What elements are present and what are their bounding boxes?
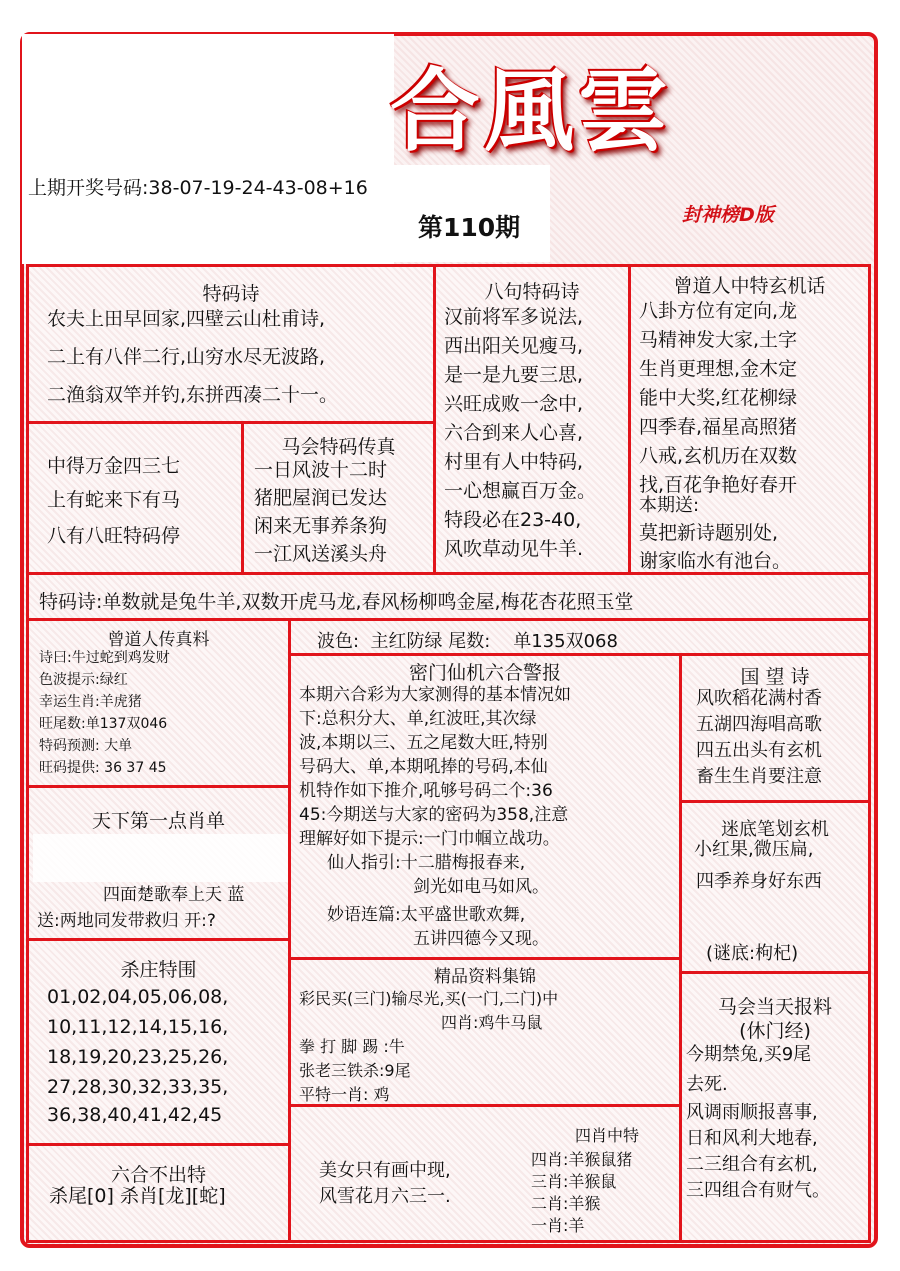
jingpin-title: 精品资料集锦	[434, 967, 536, 987]
mahui-chuanzhen-line: 闲来无事养条狗	[254, 515, 388, 537]
daoren-xuanji-box	[628, 264, 871, 575]
tema-shi-title: 特码诗	[202, 283, 260, 305]
daoren-chuanzhen-line: 诗曰:牛过蛇到鸡发财	[39, 650, 170, 666]
mimen-line: 号码大、单,本期吼捧的号码,本仙	[299, 757, 548, 777]
jingpin-line: 张老三铁杀:9尾	[299, 1061, 411, 1080]
midi-box	[679, 800, 871, 974]
jingpin-line: 彩民买(三门)输尽光,买(一门,二门)中	[299, 989, 559, 1008]
mimen-line: 波,本期以三、五之尾数大旺,特别	[299, 733, 548, 753]
bajuo-line: 特段必在23-40,	[444, 509, 582, 531]
mimen-line: 本期六合彩为大家测得的基本情况如	[299, 685, 571, 705]
mimen-line: 妙语连篇:太平盛世歌欢舞,	[327, 905, 526, 925]
last-draw	[28, 173, 368, 200]
shazhuang-line: 27,28,30,32,33,35,	[47, 1076, 229, 1098]
meinv-line: 风雪花月六三一.	[319, 1186, 451, 1207]
guowang-box	[679, 653, 871, 803]
mahui-chuanzhen-box	[241, 421, 436, 575]
guowang-line: 畜生生肖要注意	[696, 766, 822, 787]
meinv-box	[288, 1104, 682, 1243]
bajuo-line: 西出阳关见瘦马,	[444, 335, 584, 357]
bajuo-line: 一心想赢百万金。	[444, 480, 597, 502]
mahui-baoliao-subtitle: (休门经)	[739, 1020, 811, 1042]
mimen-line: 五讲四德今又现。	[413, 929, 549, 949]
bose-row	[317, 627, 618, 653]
bajuo-line: 是一是九要三思,	[444, 364, 584, 386]
zhongde-line: 中得万金四三七	[47, 455, 181, 477]
liuhe-buchu-line: 杀尾[0] 杀肖[龙][蛇]	[49, 1185, 226, 1207]
bajuo-line: 六合到来人心喜,	[444, 422, 584, 444]
daoren-xuanji-line: 本期送:	[639, 495, 700, 516]
mimen-title: 密门仙机六合警报	[408, 662, 561, 684]
daoren-chuanzhen-line: 旺码提供: 36 37 45	[39, 760, 167, 776]
mahui-baoliao-box	[679, 971, 871, 1243]
sixiao-line: 一肖:羊	[531, 1216, 585, 1235]
jingpin-line: 拳 打 脚 踢 :牛	[299, 1037, 405, 1056]
bajuo-line: 汉前将军多说法,	[444, 306, 584, 328]
daoren-xuanji-line: 生肖更理想,金木定	[639, 358, 798, 380]
mimen-box	[288, 653, 682, 960]
daoren-chuanzhen-line: 幸运生肖:羊虎猪	[39, 694, 142, 710]
mahui-baoliao-line: 去死.	[686, 1074, 728, 1095]
tianxia-blank	[33, 834, 288, 882]
bajuo-line: 风吹草动见牛羊.	[444, 538, 584, 560]
zhongde-box	[26, 421, 244, 575]
daoren-chuanzhen-line: 色波提示:绿红	[39, 672, 128, 688]
mahui-chuanzhen-line: 一日风波十二时	[254, 459, 388, 481]
shazhuang-line: 18,19,20,23,25,26,	[47, 1046, 229, 1068]
sixiao-line: 三肖:羊猴鼠	[531, 1172, 617, 1191]
guowang-line: 四五出头有玄机	[696, 740, 822, 761]
sixiao-title: 四肖中特	[575, 1126, 640, 1145]
mimen-line: 45:今期送与大家的密码为358,注意	[299, 805, 569, 825]
bajuo-box	[433, 264, 631, 575]
tail-value: 单135双068	[513, 631, 618, 652]
liuhe-buchu-title: 六合不出特	[110, 1164, 206, 1186]
tema-shi-line: 二上有八伴二行,山穷水尽无波路,	[47, 346, 326, 368]
mahui-baoliao-line: 三四组合有财气。	[686, 1180, 830, 1201]
bajuo-line: 村里有人中特码,	[444, 451, 584, 473]
mahui-baoliao-line: 日和风利大地春,	[686, 1128, 818, 1149]
guowang-line: 风吹稻花满村香	[696, 688, 822, 709]
logo-title: 合風雲	[390, 58, 672, 164]
tail-label: 尾数:	[448, 631, 491, 652]
liuhe-buchu-box	[26, 1143, 291, 1243]
sixiao-line: 二肖:羊猴	[531, 1194, 601, 1213]
edition-label: 封神榜D版	[682, 204, 774, 226]
daoren-chuanzhen-title: 曾道人传真料	[107, 630, 210, 650]
bajuo-title: 八句特码诗	[484, 281, 580, 303]
jingpin-line: 四肖:鸡牛马鼠	[441, 1013, 543, 1032]
bose-box	[288, 618, 871, 656]
tianxia-title: 天下第一点肖单	[91, 810, 225, 832]
mahui-baoliao-line: 今期禁兔,买9尾	[686, 1044, 812, 1065]
mahui-chuanzhen-title: 马会特码传真	[281, 436, 396, 458]
midi-line: 小红果,微压扁,	[694, 839, 814, 860]
daoren-chuanzhen-line: 旺尾数:单137双046	[39, 716, 168, 732]
daoren-xuanji-line: 八戒,玄机历在双数	[639, 445, 798, 467]
mimen-line: 下:总积分大、单,红波旺,其次绿	[299, 709, 537, 729]
mimen-line: 剑光如电马如风。	[413, 877, 549, 897]
tianxia-box	[26, 785, 291, 941]
tema-banner-box	[26, 572, 871, 621]
mahui-baoliao-line: 风调雨顺报喜事,	[686, 1102, 818, 1123]
tema-shi-line: 农夫上田早回家,四壁云山杜甫诗,	[47, 308, 326, 330]
tema-shi-box	[26, 264, 436, 424]
tema-shi-line: 二渔翁双竿并钓,东拼西凑二十一。	[47, 384, 339, 406]
daoren-xuanji-title: 曾道人中特玄机话	[673, 275, 826, 297]
daoren-xuanji-line: 莫把新诗题别处,	[639, 522, 779, 544]
mimen-line: 仙人指引:十二腊梅报春来,	[327, 853, 526, 873]
shazhuang-box	[26, 938, 291, 1146]
daoren-xuanji-line: 能中大奖,红花柳绿	[639, 387, 798, 409]
guowang-line: 五湖四海唱高歌	[696, 714, 822, 735]
sixiao-line: 四肖:羊猴鼠猪	[531, 1150, 633, 1169]
bose-value: 主红防绿	[370, 631, 443, 652]
shazhuang-line: 01,02,04,05,06,08,	[47, 986, 229, 1008]
issue-number: 第110期	[418, 213, 521, 242]
tema-banner: 特码诗:单数就是兔牛羊,双数开虎马龙,春风杨柳鸣金屋,梅花杏花照玉堂	[39, 591, 634, 613]
last-draw-label: 上期开奖号码:	[28, 177, 149, 199]
daoren-xuanji-line: 马精神发大家,土字	[639, 329, 798, 351]
zhongde-line: 上有蛇来下有马	[47, 489, 181, 511]
daoren-xuanji-line: 八卦方位有定向,龙	[639, 300, 798, 322]
daoren-chuanzhen-line: 特码预测: 大单	[39, 738, 133, 754]
tianxia-line: 四面楚歌奉上天 蓝	[103, 885, 245, 905]
daoren-xuanji-line: 谢家临水有池台。	[639, 550, 792, 572]
mimen-line: 理解好如下提示:一门巾帼立战功。	[299, 829, 560, 849]
meinv-line: 美女只有画中现,	[319, 1160, 451, 1181]
shazhuang-title: 杀庄特围	[120, 959, 197, 981]
jingpin-box	[288, 957, 682, 1107]
daoren-xuanji-line: 四季春,福星高照猪	[639, 416, 798, 438]
daoren-chuanzhen-box	[26, 618, 291, 788]
mahui-baoliao-line: 二三组合有玄机,	[686, 1154, 818, 1175]
daoren-xuanji-line: 找,百花争艳好春开	[639, 474, 798, 496]
zhongde-line: 八有八旺特码停	[47, 525, 181, 547]
midi-title: 迷底笔划玄机	[721, 819, 829, 840]
last-draw-numbers: 38-07-19-24-43-08+16	[148, 177, 368, 199]
mimen-line: 机特作如下推介,吼够号码二个:36	[299, 781, 553, 801]
jingpin-line: 平特一肖: 鸡	[299, 1085, 390, 1104]
mahui-chuanzhen-line: 一江风送溪头舟	[254, 543, 388, 565]
bajuo-line: 兴旺成败一念中,	[444, 393, 584, 415]
shazhuang-line: 36,38,40,41,42,45	[47, 1104, 223, 1126]
guowang-title: 国 望 诗	[740, 666, 810, 688]
midi-line: 四季养身好东西	[696, 871, 822, 892]
bose-label: 波色:	[317, 631, 360, 652]
mahui-baoliao-title: 马会当天报料	[717, 996, 832, 1018]
shazhuang-line: 10,11,12,14,15,16,	[47, 1016, 229, 1038]
mahui-chuanzhen-line: 猪肥屋润已发达	[254, 487, 388, 509]
midi-answer: (谜底:枸杞)	[706, 943, 799, 964]
tianxia-line: 送:两地同发带救归 开:?	[37, 911, 216, 931]
